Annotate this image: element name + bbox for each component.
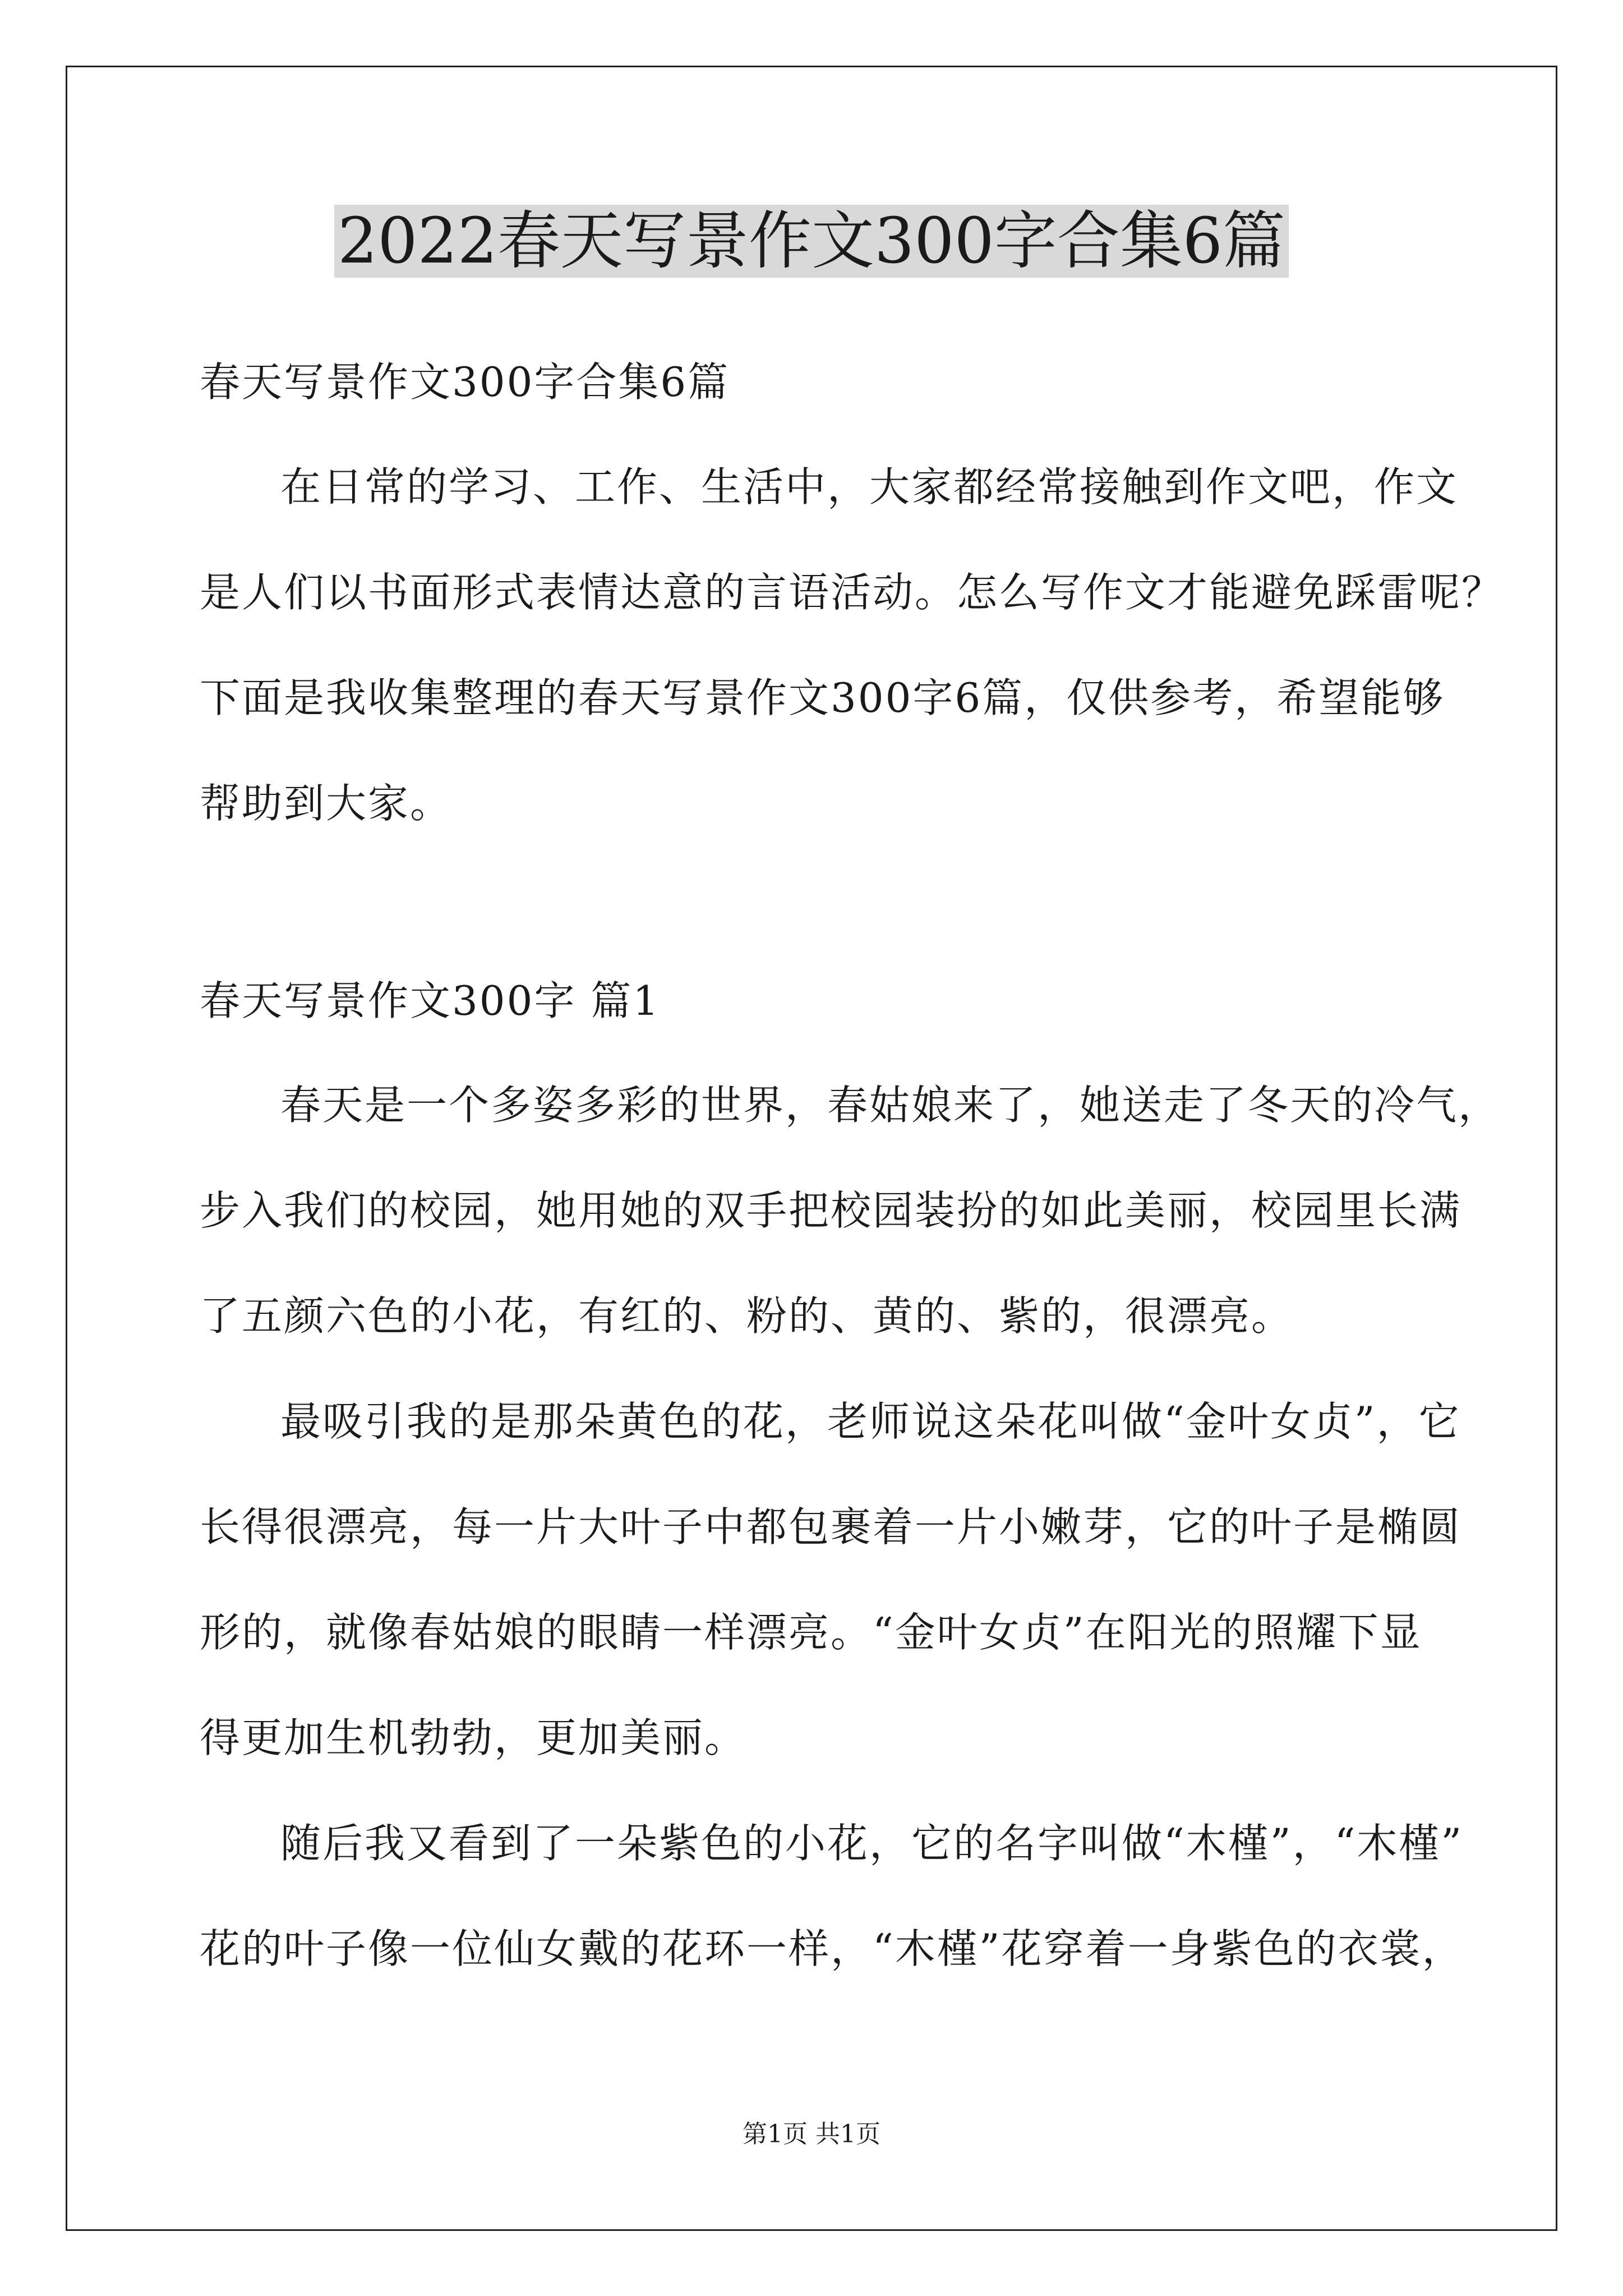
- paragraph-line: 随后我又看到了一朵紫色的小花，它的名字叫做“木槿”，“木槿”: [280, 1820, 1464, 1867]
- intro-line: 在日常的学习、工作、生活中，大家都经常接触到作文吧，作文: [280, 463, 1459, 510]
- intro-line: 帮助到大家。: [200, 780, 453, 827]
- paragraph-line: 最吸引我的是那朵黄色的花，老师说这朵花叫做“金叶女贞”，它: [280, 1398, 1461, 1445]
- intro-line: 是人们以书面形式表情达意的言语活动。怎么写作文才能避免踩雷呢？: [200, 569, 1504, 616]
- paragraph-line: 得更加生机勃勃，更加美丽。: [200, 1714, 747, 1761]
- document-title: [0, 199, 1623, 283]
- paragraph-line: 春天是一个多姿多彩的世界，春姑娘来了，她送走了冬天的冷气，: [280, 1082, 1501, 1129]
- section-heading: 春天写景作文300字 篇1: [200, 977, 661, 1024]
- paragraph-line: 步入我们的校园，她用她的双手把校园装扮的如此美丽，校园里长满: [200, 1187, 1462, 1234]
- paragraph-line: 花的叶子像一位仙女戴的花环一样，“木槿”花穿着一身紫色的衣裳，: [200, 1925, 1464, 1972]
- paragraph-line: 了五颜六色的小花，有红的、粉的、黄的、紫的，很漂亮。: [200, 1292, 1294, 1340]
- document-title-text: 2022春天写景作文300字合集6篇: [334, 205, 1289, 278]
- document-subtitle: 春天写景作文300字合集6篇: [200, 358, 730, 406]
- paragraph-line: 长得很漂亮，每一片大叶子中都包裹着一片小嫩芽，它的叶子是椭圆: [200, 1503, 1462, 1550]
- page-footer: 第1页 共1页: [743, 2120, 880, 2148]
- intro-line: 下面是我收集整理的春天写景作文300字6篇，仅供参考，希望能够: [200, 674, 1445, 721]
- paragraph-line: 形的，就像春姑娘的眼睛一样漂亮。“金叶女贞”在阳光的照耀下显: [200, 1609, 1422, 1656]
